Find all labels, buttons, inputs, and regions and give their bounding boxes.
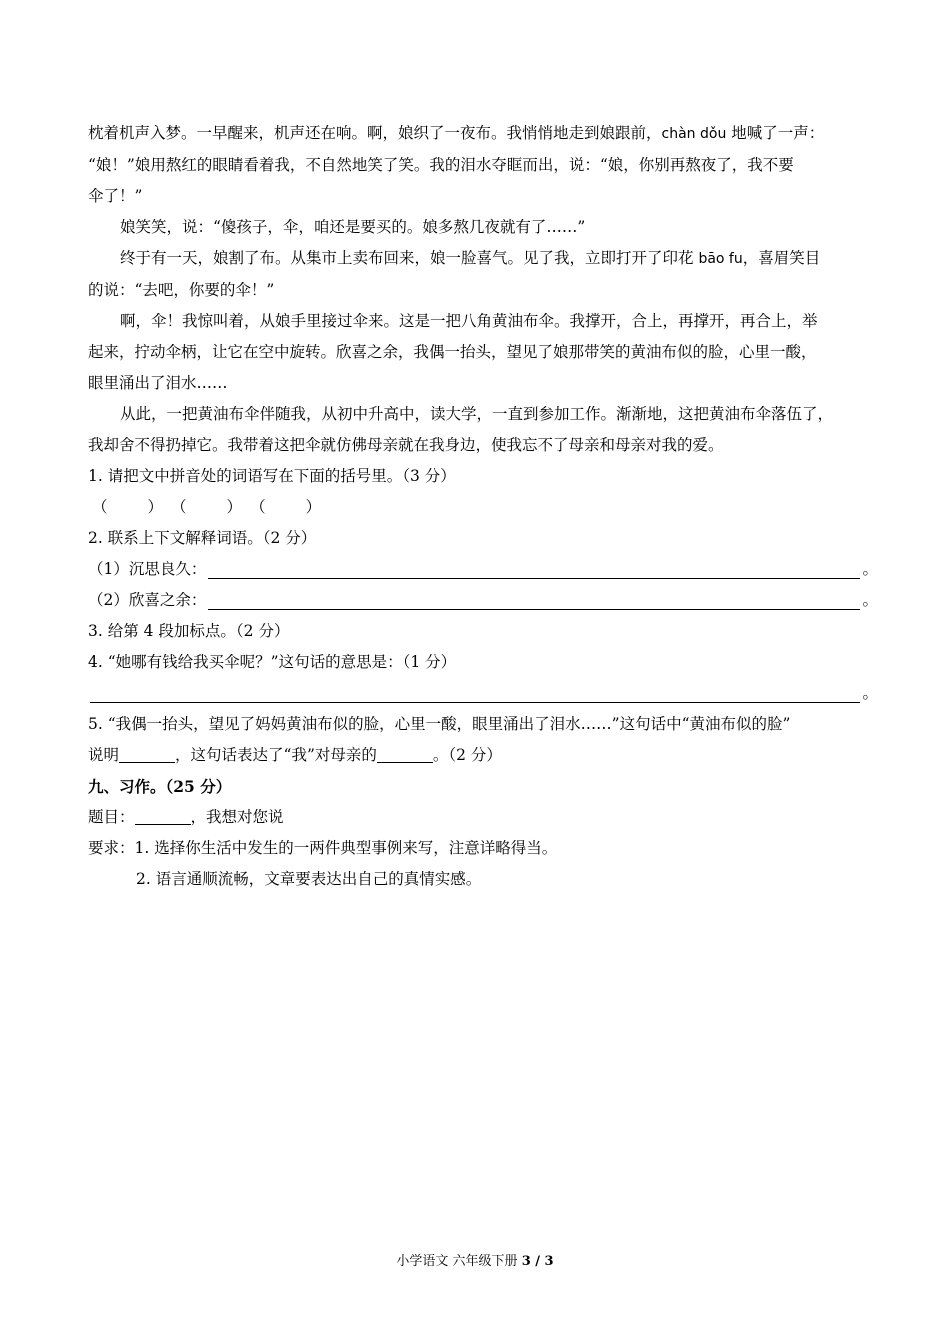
q2-item-1: （1）沉思良久： 。 [88, 560, 878, 578]
q4-answer: 。 [88, 678, 878, 709]
answer-line[interactable] [208, 591, 860, 610]
question-4: 4. “她哪有钱给我买伞呢？”这句话的意思是：（1 分） [88, 653, 457, 671]
answer-blank[interactable] [377, 744, 433, 763]
composition-heading: 九、习作。（25 分） [88, 777, 232, 796]
composition-req-1: 要求：1. 选择你生活中发生的一两件典型事例来写，注意详略得当。 [88, 839, 558, 857]
q2-item-2: （2）欣喜之余： 。 [88, 591, 878, 609]
question-5-cont: 说明 ，这句话表达了“我”对母亲的 。（2 分） [88, 746, 502, 764]
question-1: 1. 请把文中拼音处的词语写在下面的括号里。（3 分） [88, 467, 456, 485]
passage-line: 我却舍不得扔掉它。我带着这把伞就仿佛母亲就在我身边，使我忘不了母亲和母亲对我的爱。 [88, 436, 724, 454]
title-blank[interactable] [135, 806, 191, 825]
passage-line: 伞了！” [88, 187, 143, 205]
composition-title: 题目： ，我想对您说 [88, 808, 284, 826]
page-number: 3 / 3 [521, 1254, 554, 1269]
passage-line: 的说：“去吧，你要的伞！” [88, 281, 275, 299]
passage-line: 起来，拧动伞柄，让它在空中旋转。欣喜之余，我偶一抬头，望见了娘那带笑的黄油布似的脸，心里一酸， [88, 343, 817, 361]
q1-answer-parens [88, 492, 878, 523]
pinyin-baofu: bāo fu [698, 251, 743, 267]
question-3: 3. 给第 4 段加标点。（2 分） [88, 622, 290, 640]
answer-line[interactable] [90, 684, 860, 703]
answer-blank[interactable] [119, 744, 175, 763]
passage-line: “娘！”娘用熬红的眼睛看着我，不自然地笑了笑。我的泪水夺眶而出，说：“娘，你别再熬夜了，我不要 [88, 156, 794, 174]
passage-line: 从此，一把黄油布伞伴随我，从初中升高中，读大学，一直到参加工作。渐渐地，这把黄油布伞落伍了， [120, 405, 834, 423]
pinyin-chandou: chàn dǒu [661, 126, 727, 142]
answer-line[interactable] [208, 560, 860, 579]
question-5: 5. “我偶一抬头，望见了妈妈黄油布似的脸，心里一酸，眼里涌出了泪水……”这句话中“黄油布似的脸” [88, 715, 791, 733]
answer-blank-3[interactable]: （ ） [250, 498, 322, 516]
answer-blank-1[interactable]: （ ） [92, 498, 164, 516]
passage-line: 眼里涌出了泪水…… [88, 374, 228, 392]
passage-line: 终于有一天，娘割了布。从集市上卖布回来，娘一脸喜气。见了我，立即打开了印花 bāo fu，喜眉笑目 [120, 249, 821, 267]
composition-req-2: 2. 语言通顺流畅，文章要表达出自己的真情实感。 [136, 870, 482, 888]
passage-line: 啊，伞！我惊叫着，从娘手里接过伞来。这是一把八角黄油布伞。我撑开，合上，再撑开，再合上，举 [120, 312, 818, 330]
page-content [88, 118, 878, 895]
answer-blank-2[interactable]: （ ） [171, 498, 243, 516]
passage-paragraph: 娘笑笑，说：“傻孩子，伞，咱还是要买的。娘多熬几夜就有了……” [120, 218, 586, 236]
passage-line: 枕着机声入梦。一早醒来，机声还在响。啊，娘织了一夜布。我悄悄地走到娘跟前，chàn dǒu 地喊了一声： [88, 124, 825, 142]
question-2: 2. 联系上下文解释词语。（2 分） [88, 529, 317, 547]
page-footer: 小学语文 六年级下册 3 / 3 [396, 1254, 554, 1269]
